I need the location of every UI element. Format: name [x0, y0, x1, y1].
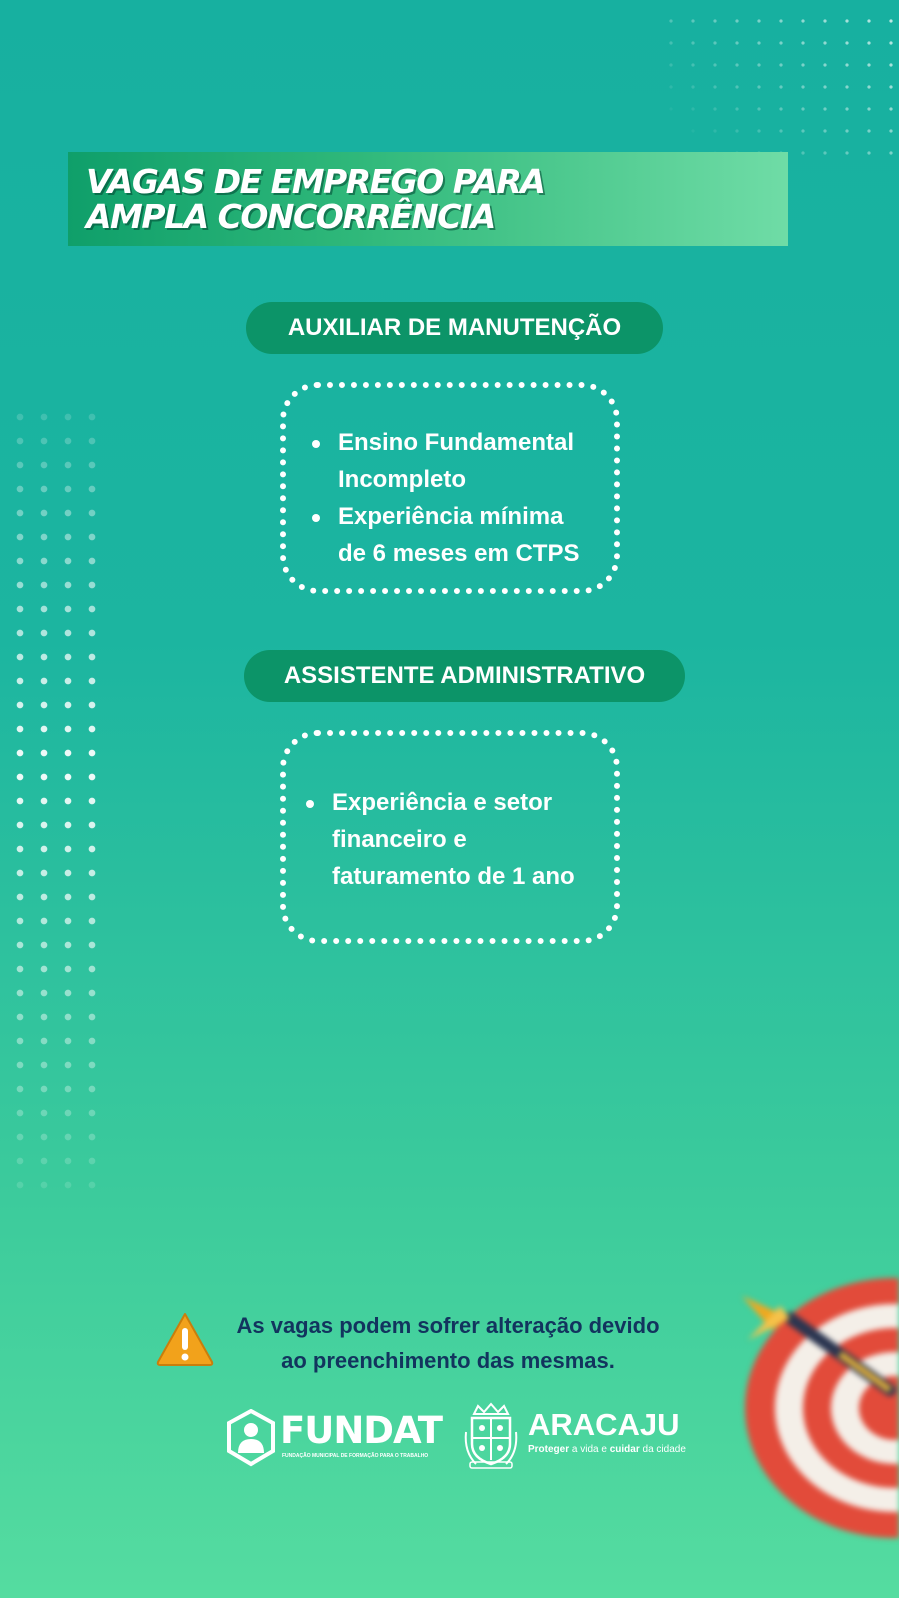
fundat-logo — [226, 1407, 441, 1471]
decorative-dot-grid-left — [8, 405, 96, 1205]
aracaju-logo — [462, 1402, 686, 1472]
aracaju-name: ARACAJU — [528, 1407, 680, 1442]
notice-text: As vagas podem sofrer alteração devido ao preenchimento das mesmas. — [236, 1313, 660, 1373]
requirement-item: Experiência mínima de 6 meses em CTPS — [312, 498, 579, 572]
bullet-icon — [312, 514, 320, 522]
warning-icon — [155, 1310, 215, 1368]
job-title-badge: ASSISTENTE ADMINISTRATIVO — [244, 650, 685, 702]
fundat-name: FUNDAT — [280, 1409, 442, 1452]
page-title-line-2: AMPLA CONCORRÊNCIA — [86, 197, 495, 236]
job-title-badge: AUXILIAR DE MANUTENÇÃO — [246, 302, 663, 354]
fundat-hexagon-icon — [226, 1409, 276, 1467]
job-requirements-box — [280, 730, 620, 944]
job-requirements-box — [280, 382, 620, 594]
decorative-dot-grid-top-right — [660, 10, 899, 160]
bullet-icon — [306, 800, 314, 808]
target-dart-icon — [720, 1270, 899, 1540]
requirement-item: Ensino Fundamental Incompleto — [312, 424, 579, 498]
page-title-line-1: VAGAS DE EMPREGO PARA — [86, 162, 545, 201]
bullet-icon — [312, 440, 320, 448]
requirement-item: Experiência e setor financeiro e faturamento de 1 ano — [306, 784, 575, 895]
title-banner — [68, 152, 788, 246]
notice — [155, 1308, 715, 1388]
aracaju-tagline: Proteger a vida e cuidar da cidade — [528, 1444, 686, 1455]
fundat-subtitle: FUNDAÇÃO MUNICIPAL DE FORMAÇÃO PARA O TRABALHO — [282, 1453, 429, 1459]
aracaju-coat-of-arms-icon — [462, 1402, 520, 1470]
